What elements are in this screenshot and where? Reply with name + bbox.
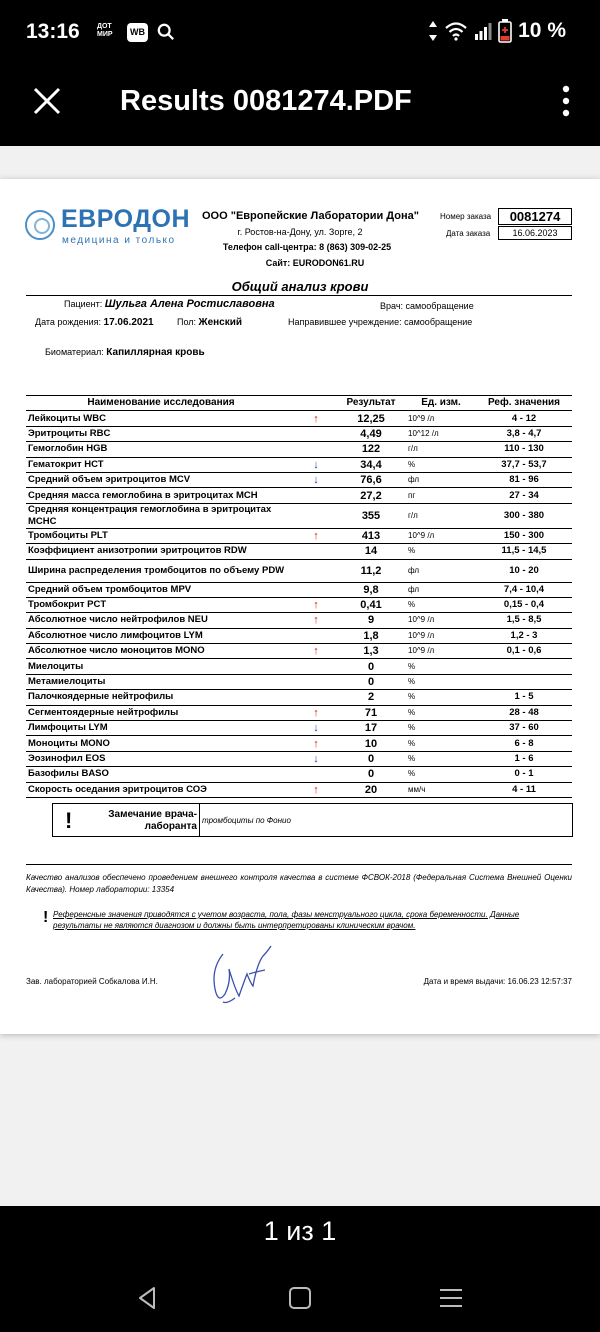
table-row [26, 674, 572, 689]
test-name: Эозинофил EOS [26, 751, 296, 766]
table-row [26, 426, 572, 441]
result-value: 9 [336, 613, 406, 628]
table-row [26, 644, 572, 659]
report-title: Общий анализ крови [231, 279, 369, 294]
reference-range: 27 - 34 [476, 488, 572, 503]
reference-range: 1 - 5 [476, 690, 572, 705]
pdf-viewer[interactable] [0, 146, 600, 1206]
result-value: 0 [336, 767, 406, 782]
header-reference: Реф. значения [476, 396, 572, 411]
biomaterial-line [45, 347, 205, 358]
table-row [26, 721, 572, 736]
test-name: Тромбокрит PCT [26, 597, 296, 612]
status-bar [0, 0, 600, 68]
table-row [26, 528, 572, 543]
result-flag: ↑ [296, 644, 336, 659]
test-name: Скорость оседания эритроцитов СОЭ [26, 782, 296, 797]
result-flag [296, 488, 336, 503]
result-unit: % [406, 705, 476, 720]
org-phone: Телефон call-центра: 8 (863) 309-02-25 [222, 242, 392, 252]
test-name: Средний объем эритроцитов MCV [26, 472, 296, 487]
status-right-group [428, 19, 566, 43]
recent-apps-icon[interactable] [437, 1284, 465, 1312]
table-row [26, 559, 572, 582]
result-value: 413 [336, 528, 406, 543]
reference-range [476, 659, 572, 674]
result-value: 0 [336, 674, 406, 689]
test-name: Абсолютное число моноцитов MONO [26, 644, 296, 659]
test-name: Абсолютное число лимфоцитов LYM [26, 628, 296, 643]
dob-label: Дата рождения: [35, 317, 101, 327]
news-app-icon: ДОТ МИР [97, 23, 113, 38]
result-value: 17 [336, 721, 406, 736]
header-unit: Ед. изм. [406, 396, 476, 411]
result-value: 4,49 [336, 426, 406, 441]
result-value: 27,2 [336, 488, 406, 503]
sex-value: Женский [198, 317, 243, 328]
doctor-line [380, 301, 474, 311]
title-divider [26, 295, 572, 296]
result-unit: пг [406, 488, 476, 503]
result-unit: % [406, 736, 476, 751]
home-icon[interactable] [286, 1284, 314, 1312]
pdf-page [0, 179, 600, 1034]
header-result: Результат [336, 396, 406, 411]
result-unit: 10^9 /л [406, 613, 476, 628]
test-name: Средняя концентрация гемоглобина в эритроцитах МСНС [26, 503, 296, 528]
result-value: 0 [336, 751, 406, 766]
system-nav-bar [0, 1262, 600, 1332]
footer-divider [26, 864, 572, 865]
result-unit: % [406, 659, 476, 674]
reference-range: 10 - 20 [476, 559, 572, 582]
result-unit: фл [406, 582, 476, 597]
org-name: ООО "Европейские Лаборатории Дона" [202, 210, 419, 222]
close-icon[interactable] [32, 86, 62, 116]
result-flag [296, 503, 336, 528]
result-unit: % [406, 597, 476, 612]
result-value: 14 [336, 544, 406, 559]
result-unit: % [406, 674, 476, 689]
lab-note-box [52, 803, 573, 837]
result-value: 1,8 [336, 628, 406, 643]
result-flag: ↑ [296, 736, 336, 751]
app-bar [0, 68, 600, 146]
result-unit: % [406, 457, 476, 472]
lab-logo-tagline: медицина и только [62, 235, 176, 246]
test-name: Лейкоциты WBC [26, 411, 296, 426]
reference-range: 0,1 - 0,6 [476, 644, 572, 659]
battery-low-icon [498, 19, 512, 43]
table-row [26, 582, 572, 597]
result-unit: % [406, 767, 476, 782]
result-value: 76,6 [336, 472, 406, 487]
disclaimer-mark: ! [43, 909, 49, 926]
order-number: 0081274 [498, 208, 572, 225]
head-of-lab: Зав. лабораторией Собкалова И.Н. [26, 977, 158, 986]
result-unit: 10^9 /л [406, 644, 476, 659]
reference-range: 37 - 60 [476, 721, 572, 736]
test-name: Гемоглобин HGB [26, 442, 296, 457]
result-unit: % [406, 721, 476, 736]
result-flag: ↓ [296, 457, 336, 472]
patient-label: Пациент: [64, 299, 103, 309]
reference-range: 3,8 - 4,7 [476, 426, 572, 441]
patient-name: Шульга Алена Ростиславовна [104, 298, 275, 310]
note-warning-mark: ! [65, 808, 73, 833]
test-name: Моноциты MONO [26, 736, 296, 751]
result-flag: ↑ [296, 528, 336, 543]
sex-line [177, 317, 242, 328]
reference-range: 1 - 6 [476, 751, 572, 766]
org-address: г. Ростов-на-Дону, ул. Зорге, 2 [237, 227, 363, 237]
result-flag [296, 559, 336, 582]
wifi-icon [444, 21, 468, 41]
result-unit: 10^12 /л [406, 426, 476, 441]
reference-range: 0,15 - 0,4 [476, 597, 572, 612]
test-name: Базофилы BASO [26, 767, 296, 782]
reference-range: 6 - 8 [476, 736, 572, 751]
result-flag: ↑ [296, 597, 336, 612]
signal-icon [474, 21, 492, 41]
reference-range [476, 674, 572, 689]
result-unit: фл [406, 472, 476, 487]
issue-datetime: Дата и время выдачи: 16.06.23 12:57:37 [423, 977, 572, 986]
result-unit: мм/ч [406, 782, 476, 797]
reference-range: 1,5 - 8,5 [476, 613, 572, 628]
doctor-label: Врач: [380, 301, 404, 311]
result-unit: г/л [406, 442, 476, 457]
result-flag: ↑ [296, 782, 336, 797]
test-name: Гематокрит НСТ [26, 457, 296, 472]
result-unit: 10^9 /л [406, 528, 476, 543]
note-text: тромбоциты по Фонио [202, 816, 291, 825]
order-date: 16.06.2023 [498, 226, 572, 240]
lab-logo-icon [25, 210, 55, 240]
note-label: Замечание врача-лаборанта [108, 809, 197, 832]
result-flag: ↓ [296, 751, 336, 766]
test-name: Палочкоядерные нейтрофилы [26, 690, 296, 705]
reference-range: 81 - 96 [476, 472, 572, 487]
reference-range: 37,7 - 53,7 [476, 457, 572, 472]
result-value: 10 [336, 736, 406, 751]
test-name: Лимфоциты LYM [26, 721, 296, 736]
result-value: 0,41 [336, 597, 406, 612]
result-value: 0 [336, 659, 406, 674]
reference-range: 300 - 380 [476, 503, 572, 528]
result-flag [296, 674, 336, 689]
reference-range: 11,5 - 14,5 [476, 544, 572, 559]
result-flag [296, 426, 336, 441]
result-unit: фл [406, 559, 476, 582]
result-flag [296, 690, 336, 705]
result-value: 34,4 [336, 457, 406, 472]
results-body [26, 411, 572, 798]
order-number-label: Номер заказа [440, 212, 492, 221]
test-name: Миелоциты [26, 659, 296, 674]
result-value: 355 [336, 503, 406, 528]
battery-percent: 10 % [518, 19, 566, 42]
result-flag [296, 544, 336, 559]
order-date-label: Дата заказа [446, 229, 491, 238]
table-row [26, 544, 572, 559]
table-row [26, 411, 572, 426]
result-value: 20 [336, 782, 406, 797]
table-row [26, 705, 572, 720]
result-value: 71 [336, 705, 406, 720]
result-value: 12,25 [336, 411, 406, 426]
lab-logo-name: ЕВРОДОН [61, 205, 191, 233]
result-unit: % [406, 751, 476, 766]
wb-app-icon: WB [127, 23, 148, 42]
result-value: 11,2 [336, 559, 406, 582]
result-value: 9,8 [336, 582, 406, 597]
results-table [26, 395, 572, 798]
reference-range: 28 - 48 [476, 705, 572, 720]
result-flag: ↑ [296, 411, 336, 426]
result-flag: ↑ [296, 613, 336, 628]
test-name: Метамиелоциты [26, 674, 296, 689]
result-value: 122 [336, 442, 406, 457]
result-value: 2 [336, 690, 406, 705]
biomaterial-label: Биоматериал: [45, 347, 104, 357]
reference-range: 1,2 - 3 [476, 628, 572, 643]
result-flag [296, 582, 336, 597]
result-flag [296, 628, 336, 643]
reference-range: 7,4 - 10,4 [476, 582, 572, 597]
document-title: Results 0081274.PDF [120, 85, 412, 117]
reference-range: 110 - 130 [476, 442, 572, 457]
table-row [26, 597, 572, 612]
search-icon [156, 23, 176, 41]
test-name: Эритроциты RBC [26, 426, 296, 441]
table-row [26, 782, 572, 797]
patient-line [64, 298, 275, 310]
result-unit: 10^9 /л [406, 411, 476, 426]
dob-line [35, 317, 154, 328]
result-flag: ↑ [296, 705, 336, 720]
test-name: Средний объем тромбоцитов MPV [26, 582, 296, 597]
table-row [26, 442, 572, 457]
disclaimer-text: Референсные значения приводятся с учетом возраста, пола, фазы менструального цикла, срока беременности. Данные результаты не являются диагнозом и должны быть интерпретированы клиническим врачом. [53, 910, 520, 930]
status-time: 13:16 [26, 20, 80, 43]
table-row [26, 628, 572, 643]
table-row [26, 751, 572, 766]
header-name: Наименование исследования [26, 396, 296, 411]
result-flag [296, 659, 336, 674]
dob-value: 17.06.2021 [103, 317, 154, 328]
referrer-label: Направившее учреждение: [288, 317, 402, 327]
reference-range: 4 - 12 [476, 411, 572, 426]
table-row [26, 690, 572, 705]
page-indicator: 1 из 1 [263, 1216, 337, 1246]
table-row [26, 488, 572, 503]
referrer-value: самообращение [404, 317, 473, 327]
note-divider [199, 804, 200, 836]
test-name: Ширина распределения тромбоцитов по объему PDW [26, 559, 296, 582]
more-options-icon[interactable] [562, 85, 570, 117]
table-row [26, 736, 572, 751]
results-header-row [26, 396, 572, 411]
test-name: Коэффициент анизотропии эритроцитов RDW [26, 544, 296, 559]
test-name: Сегментоядерные нейтрофилы [26, 705, 296, 720]
reference-range: 4 - 11 [476, 782, 572, 797]
referrer-line [288, 317, 472, 327]
table-row [26, 659, 572, 674]
result-flag: ↓ [296, 721, 336, 736]
table-row [26, 767, 572, 782]
result-unit: % [406, 544, 476, 559]
table-row [26, 457, 572, 472]
table-row [26, 613, 572, 628]
header-flag [296, 396, 336, 411]
result-flag: ↓ [296, 472, 336, 487]
back-icon[interactable] [134, 1284, 162, 1312]
table-row [26, 472, 572, 487]
result-flag [296, 767, 336, 782]
test-name: Средняя масса гемоглобина в эритроцитах МСН [26, 488, 296, 503]
result-unit: % [406, 690, 476, 705]
table-row [26, 503, 572, 528]
sex-label: Пол: [177, 317, 197, 327]
biomaterial-value: Капиллярная кровь [106, 347, 205, 358]
test-name: Абсолютное число нейтрофилов NEU [26, 613, 296, 628]
result-unit: 10^9 /л [406, 628, 476, 643]
doctor-value: самообращение [405, 301, 474, 311]
reference-range: 150 - 300 [476, 528, 572, 543]
test-name: Тромбоциты PLT [26, 528, 296, 543]
signature-image [205, 934, 280, 1014]
result-flag [296, 442, 336, 457]
quality-statement: Качество анализов обеспечено проведением внешнего контроля качества в системе ФСВОК-2018 (Федеральная Система Внешней Оценки Качества). Номер лаборатории: 13354 [26, 873, 572, 894]
reference-range: 0 - 1 [476, 767, 572, 782]
data-transfer-icon [428, 21, 438, 41]
page-indicator-bar [0, 1206, 600, 1262]
org-site: Сайт: EURODON61.RU [265, 258, 365, 268]
result-value: 1,3 [336, 644, 406, 659]
result-unit: г/л [406, 503, 476, 528]
